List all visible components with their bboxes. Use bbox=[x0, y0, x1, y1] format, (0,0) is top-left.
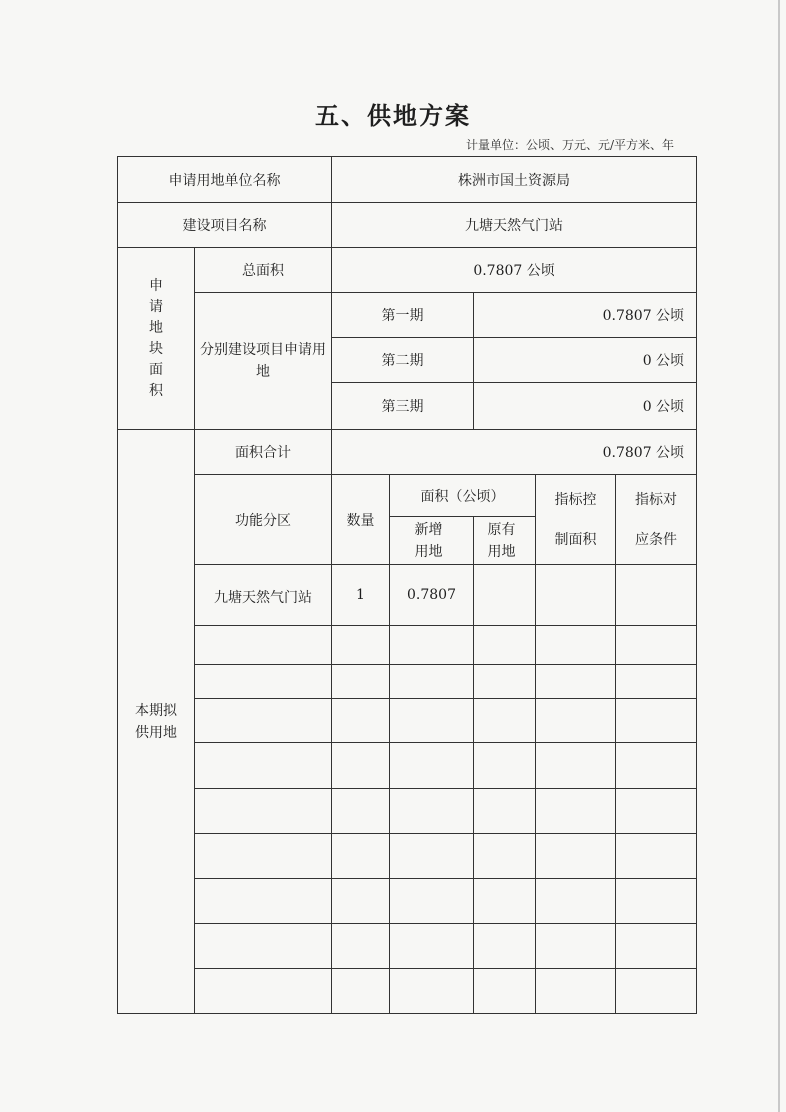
total-area-label: 总面积 bbox=[195, 248, 332, 293]
empty-row bbox=[118, 834, 697, 879]
area-sum-value: 0.7807 公顷 bbox=[332, 430, 697, 475]
empty-row bbox=[118, 789, 697, 834]
header-conditions: 指标对应条件 bbox=[616, 475, 697, 565]
header-existing-land: 原有用地 bbox=[474, 517, 536, 565]
row-conditions bbox=[616, 565, 697, 626]
empty-row bbox=[118, 879, 697, 924]
phase-value: 0.7807 公顷 bbox=[474, 293, 697, 338]
table-row bbox=[118, 565, 697, 626]
land-supply-table bbox=[117, 156, 697, 1014]
phase-label: 第一期 bbox=[332, 293, 474, 338]
applicant-value: 株洲市国土资源局 bbox=[332, 157, 697, 203]
header-quantity: 数量 bbox=[332, 475, 390, 565]
apply-area-section-label: 申 请 地 块 面 积 bbox=[118, 248, 195, 430]
empty-row bbox=[118, 743, 697, 789]
empty-row bbox=[118, 699, 697, 743]
area-sum-row bbox=[118, 430, 697, 475]
applicant-row bbox=[118, 157, 697, 203]
header-row bbox=[118, 475, 697, 517]
phase-label: 第三期 bbox=[332, 383, 474, 430]
page-edge bbox=[778, 0, 780, 1112]
project-row bbox=[118, 203, 697, 248]
area-sum-label: 面积合计 bbox=[195, 430, 332, 475]
empty-row bbox=[118, 665, 697, 699]
row-control-area bbox=[536, 565, 616, 626]
header-new-land: 新增用地 bbox=[390, 517, 474, 565]
total-area-row bbox=[118, 248, 697, 293]
phase-row bbox=[118, 293, 697, 338]
header-area: 面积（公顷） bbox=[390, 475, 536, 517]
header-function: 功能分区 bbox=[195, 475, 332, 565]
row-new-land: 0.7807 bbox=[390, 565, 474, 626]
supply-section-label: 本期拟供用地 bbox=[118, 430, 195, 1014]
project-label: 建设项目名称 bbox=[118, 203, 332, 248]
units-note: 计量单位：公顷、万元、元/平方米、年 bbox=[465, 138, 674, 152]
header-control-area: 指标控制面积 bbox=[536, 475, 616, 565]
phase-value: 0 公顷 bbox=[474, 338, 697, 383]
empty-row bbox=[118, 969, 697, 1014]
row-quantity: 1 bbox=[332, 565, 390, 626]
row-existing-land bbox=[474, 565, 536, 626]
applicant-label: 申请用地单位名称 bbox=[118, 157, 332, 203]
sub-area-label: 分别建设项目申请用地 bbox=[195, 293, 332, 430]
empty-row bbox=[118, 924, 697, 969]
phase-value: 0 公顷 bbox=[474, 383, 697, 430]
page-title: 五、供地方案 bbox=[315, 101, 471, 130]
row-function: 九塘天然气门站 bbox=[195, 565, 332, 626]
total-area-value: 0.7807 公顷 bbox=[332, 248, 697, 293]
empty-row bbox=[118, 626, 697, 665]
phase-label: 第二期 bbox=[332, 338, 474, 383]
project-value: 九塘天然气门站 bbox=[332, 203, 697, 248]
